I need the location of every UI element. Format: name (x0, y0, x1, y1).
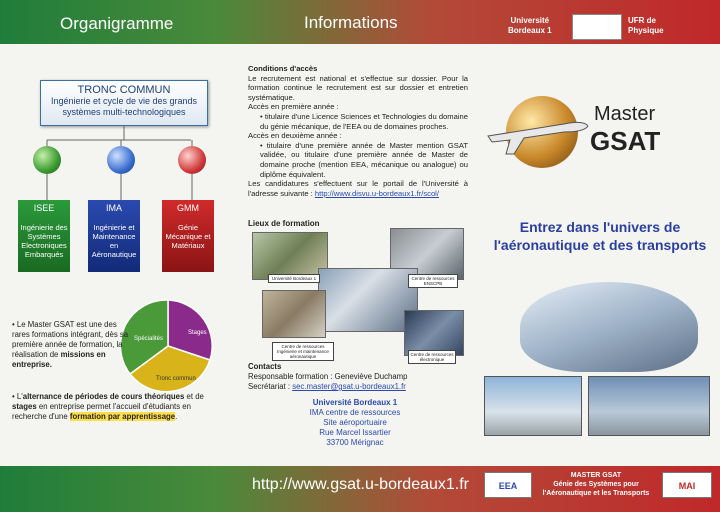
organigram-heading: Organigramme (60, 14, 174, 33)
contacts-title: Contacts (248, 362, 282, 371)
gsat-label: GSAT (590, 126, 661, 156)
secretariat-label: Secrétariat : (248, 382, 293, 391)
pie-label-tronc-commun: Tronc commun (156, 376, 196, 382)
caption-university: Université Bordeaux 1 (268, 274, 320, 283)
tgv-train-image (484, 376, 582, 436)
year1-item: • titulaire d'une Licence Sciences et Technologies du domaine du génie mécanique, de l'EEA ou de domaines proches. (260, 111, 468, 131)
footer-url[interactable]: http://www.gsat.u-bordeaux1.fr (252, 476, 469, 493)
alternance-d: stages (12, 402, 37, 411)
pie-label-stages: Stages (188, 330, 207, 336)
info-heading: Informations (304, 13, 398, 32)
pie-label-specialites: Spécialités (134, 336, 164, 342)
secretariat-email-link[interactable]: sec.master@gsat.u-bordeaux1.fr (292, 382, 406, 391)
ima-plane-icon (107, 146, 135, 174)
photo-university (252, 232, 328, 280)
ufr-label: UFR de Physique (628, 16, 664, 35)
alternance-text (12, 392, 208, 422)
isee-globe-icon (33, 146, 61, 174)
alternance-g: . (175, 412, 178, 421)
car-cutaway-image (520, 282, 698, 372)
contacts-section (248, 362, 408, 392)
branch-isee (18, 200, 70, 272)
caption-ima: Centre de ressources Ingénierie et maintenance aéronautique (272, 342, 334, 361)
alternance-c: et de (184, 392, 204, 401)
caption-enscpb: Centre de ressources ENSCPB (408, 274, 458, 288)
mai-logo: MAI (662, 472, 712, 498)
caption-electronics: Centre de ressources électronique (408, 350, 456, 364)
contacts-responsible: Responsable formation : Geneviève Duchamp (248, 372, 408, 381)
footer-subtitle: Génie des Systèmes pour l'Aéronautique et les Transports (542, 481, 650, 497)
alternance-e: en entreprise permet l'accueil d'étudiants en recherche d'une (12, 402, 191, 421)
gsat-missions-text (12, 320, 130, 370)
address-line-2: IMA centre de ressources (309, 408, 401, 417)
lieux-title: Lieux de formation (248, 219, 320, 228)
conditions-title: Conditions d'accès (248, 64, 318, 73)
university-label: Université Bordeaux 1 (508, 16, 552, 35)
airplane-logo-icon (484, 108, 590, 158)
alternance-b: alternance de périodes de cours théoriques (22, 392, 185, 401)
address-line-4: Rue Marcel Issartier (319, 428, 391, 437)
branch-gmm-title: GMM (177, 203, 199, 213)
branch-isee-desc: Ingénierie des Systèmes Electroniques Embarqués (20, 223, 68, 259)
branch-isee-title: ISEE (33, 203, 55, 213)
missions-text-b: missions en entreprise. (12, 350, 106, 369)
branch-ima-title: IMA (105, 203, 122, 213)
branch-ima (88, 200, 140, 272)
alternance-highlight: formation par apprentissage (69, 412, 176, 421)
year1-label: Accès en première année : (248, 102, 339, 112)
tronc-commun-title: TRONC COMMUN (77, 84, 171, 96)
gmm-gear-icon (178, 146, 206, 174)
branch-gmm (162, 200, 214, 272)
year2-item: • titulaire d'une première année de Master mention GSAT validée, ou titulaire d'une première année de Master de domaine proche (mention EEA, mécanique ou analogue) ou diplôme équivalent. (260, 140, 468, 179)
address-line-5: 33700 Mérignac (326, 438, 384, 447)
portal-text: Les candidatures s'effectuent sur le portail de l'Université à l'adresse suivante : (248, 179, 468, 198)
master-label: Master (594, 103, 656, 125)
footer-title-block (536, 471, 656, 498)
address-block (300, 398, 410, 448)
university-logo (572, 14, 622, 40)
conditions-intro: Le recrutement est national et s'effectue sur dossier. Pour la formation continue le recrutement est sur dossier et entretien systématique. (248, 73, 468, 102)
address-line-1: Université Bordeaux 1 (312, 398, 398, 407)
alternance-a: • L' (12, 392, 23, 401)
slogan: Entrez dans l'univers de l'aéronautique et des transports (493, 219, 707, 253)
tronc-commun-subtitle: Ingénierie et cycle de vie des grands systèmes multi-technologiques (50, 96, 198, 117)
photo-ima-building (262, 290, 326, 338)
conditions-section (248, 64, 468, 198)
formation-pie-chart (118, 296, 218, 396)
airliner-image (588, 376, 710, 436)
eea-logo: EEA (484, 472, 532, 498)
photo-aircraft-hangar (318, 268, 418, 332)
branch-ima-desc: Ingénierie et Maintenance en Aéronautique (91, 223, 137, 259)
address-line-3: Site aéroportuaire (323, 418, 387, 427)
branch-gmm-desc: Génie Mécanique et Matériaux (165, 223, 211, 250)
footer-title: MASTER GSAT (570, 472, 622, 479)
portal-link[interactable]: http://www.disvu.u-bordeaux1.fr/scol/ (314, 188, 439, 198)
year2-label: Accès en deuxième année : (248, 131, 342, 141)
missions-text-a: • Le Master GSAT est une des rares formations intégrant, dès sa première année de formation, la réalisation de (12, 320, 129, 359)
